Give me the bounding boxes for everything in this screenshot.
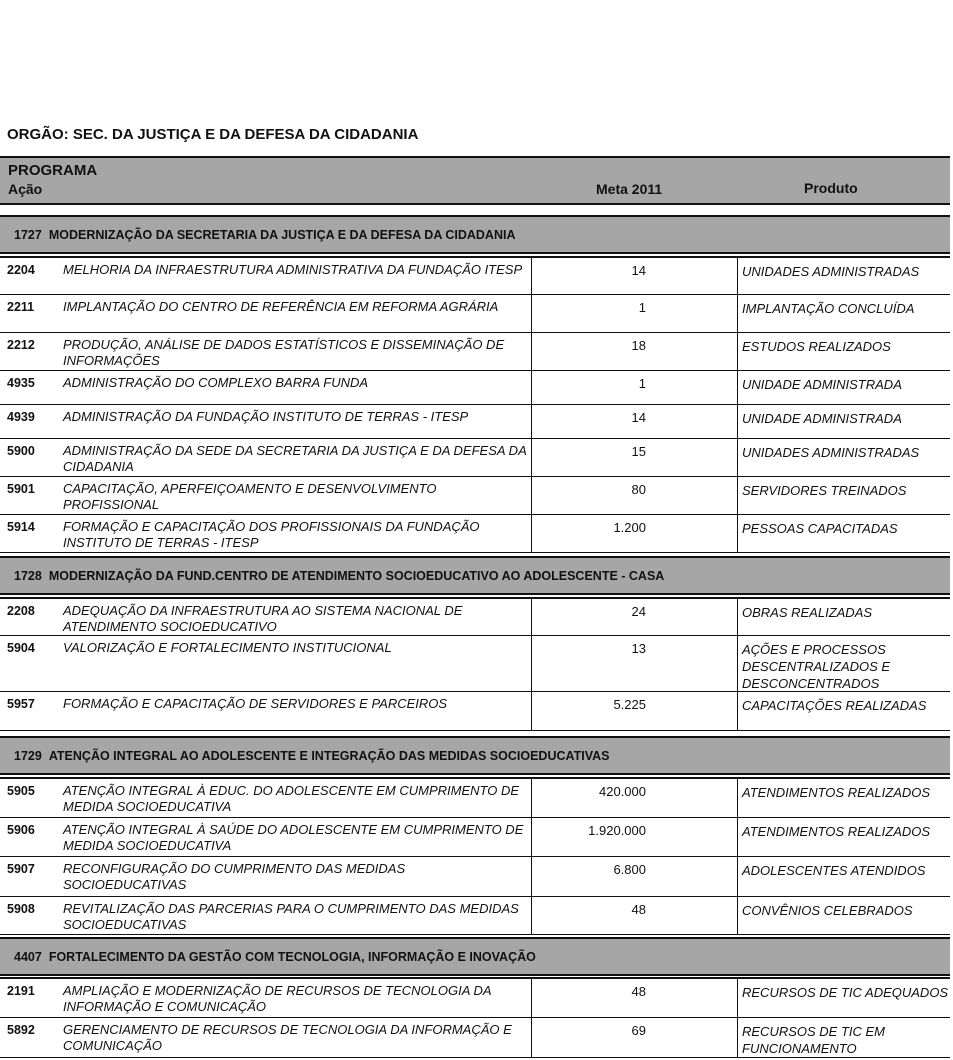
meta-cell [531, 1018, 738, 1057]
meta-value: 13 [631, 641, 646, 656]
meta-value: 1 [638, 300, 646, 315]
action-code: 4939 [7, 410, 35, 424]
action-code: 5905 [7, 784, 35, 798]
meta-value: 14 [631, 410, 646, 425]
meta-value: 69 [631, 1023, 646, 1038]
produto: AÇÕES E PROCESSOS DESCENTRALIZADOS E DESCONCENTRADOS [742, 642, 891, 691]
program-band [0, 937, 950, 976]
meta-cell [531, 333, 738, 370]
table-row [0, 295, 950, 333]
action-description: FORMAÇÃO E CAPACITAÇÃO DOS PROFISSIONAIS DA FUNDAÇÃO INSTITUTO DE TERRAS - ITESP [63, 519, 480, 550]
produto: RECURSOS DE TIC ADEQUADOS [742, 985, 949, 1000]
table-row [0, 897, 950, 935]
produto: SERVIDORES TREINADOS [742, 483, 907, 498]
program-band [0, 556, 950, 595]
header-programa: PROGRAMA [8, 162, 98, 179]
meta-cell [531, 636, 738, 691]
produto: IMPLANTAÇÃO CONCLUÍDA [742, 301, 915, 316]
meta-cell [531, 818, 738, 856]
meta-cell [531, 295, 738, 332]
table-row [0, 1018, 950, 1058]
meta-value: 6.800 [613, 862, 646, 877]
table-row [0, 818, 950, 857]
meta-cell [531, 439, 738, 476]
action-description: PRODUÇÃO, ANÁLISE DE DADOS ESTATÍSTICOS E DISSEMINAÇÃO DE INFORMAÇÕES [63, 337, 505, 368]
table-row [0, 977, 950, 1018]
action-description: RECONFIGURAÇÃO DO CUMPRIMENTO DAS MEDIDAS SOCIOEDUCATIVAS [63, 861, 406, 892]
meta-value: 80 [631, 482, 646, 497]
meta-value: 14 [631, 263, 646, 278]
meta-cell [531, 599, 738, 635]
program-name: MODERNIZAÇÃO DA SECRETARIA DA JUSTIÇA E DA DEFESA DA CIDADANIA [48, 228, 516, 242]
action-code: 5908 [7, 902, 35, 916]
action-code: 2208 [7, 604, 35, 618]
action-description: MELHORIA DA INFRAESTRUTURA ADMINISTRATIVA DA FUNDAÇÃO ITESP [63, 262, 523, 277]
produto: ATENDIMENTOS REALIZADOS [742, 785, 931, 800]
meta-value: 48 [631, 902, 646, 917]
action-description: VALORIZAÇÃO E FORTALECIMENTO INSTITUCIONAL [63, 640, 392, 655]
program-code: 1729 [14, 749, 42, 763]
meta-value: 1.920.000 [588, 823, 646, 838]
table-row [0, 405, 950, 439]
meta-cell [531, 857, 738, 896]
action-description: ADMINISTRAÇÃO DO COMPLEXO BARRA FUNDA [63, 375, 369, 390]
action-description: GERENCIAMENTO DE RECURSOS DE TECNOLOGIA DA INFORMAÇÃO E COMUNICAÇÃO [63, 1022, 512, 1053]
meta-value: 48 [631, 984, 646, 999]
program-code: 1727 [14, 228, 42, 242]
action-description: ADEQUAÇÃO DA INFRAESTRUTURA AO SISTEMA NACIONAL DE ATENDIMENTO SOCIOEDUCATIVO [63, 603, 463, 634]
table-row [0, 515, 950, 553]
action-code: 2212 [7, 338, 35, 352]
action-code: 5906 [7, 823, 35, 837]
meta-value: 1 [638, 376, 646, 391]
meta-cell [531, 692, 738, 730]
meta-cell [531, 371, 738, 404]
action-code: 5900 [7, 444, 35, 458]
produto: ESTUDOS REALIZADOS [742, 339, 891, 354]
action-description: REVITALIZAÇÃO DAS PARCERIAS PARA O CUMPRIMENTO DAS MEDIDAS SOCIOEDUCATIVAS [63, 901, 519, 932]
action-code: 5907 [7, 862, 35, 876]
meta-cell [531, 897, 738, 934]
action-description: ADMINISTRAÇÃO DA SEDE DA SECRETARIA DA JUSTIÇA E DA DEFESA DA CIDADANIA [63, 443, 527, 474]
action-code: 2204 [7, 263, 35, 277]
program-name: MODERNIZAÇÃO DA FUND.CENTRO DE ATENDIMENTO SOCIOEDUCATIVO AO ADOLESCENTE - CASA [48, 569, 665, 583]
action-description: FORMAÇÃO E CAPACITAÇÃO DE SERVIDORES E PARCEIROS [63, 696, 448, 711]
table-row [0, 256, 950, 295]
meta-value: 1.200 [613, 520, 646, 535]
action-code: 5914 [7, 520, 35, 534]
table-row [0, 333, 950, 371]
meta-value: 5.225 [613, 697, 646, 712]
table-row [0, 777, 950, 818]
meta-cell [531, 405, 738, 438]
action-code: 2191 [7, 984, 35, 998]
meta-cell [531, 779, 738, 817]
meta-value: 420.000 [599, 784, 646, 799]
produto: UNIDADE ADMINISTRADA [742, 411, 902, 426]
produto: OBRAS REALIZADAS [742, 605, 873, 620]
header-meta: Meta 2011 [596, 181, 663, 197]
produto: PESSOAS CAPACITADAS [742, 521, 898, 536]
meta-value: 18 [631, 338, 646, 353]
table-row [0, 857, 950, 897]
meta-cell [531, 515, 738, 552]
header-acao: Ação [8, 181, 43, 197]
meta-cell [531, 477, 738, 514]
produto: ADOLESCENTES ATENDIDOS [742, 863, 926, 878]
program-code: 1728 [14, 569, 42, 583]
produto: CONVÊNIOS CELEBRADOS [742, 903, 913, 918]
action-code: 5901 [7, 482, 35, 496]
program-band [0, 215, 950, 254]
meta-value: 15 [631, 444, 646, 459]
table-header [0, 156, 950, 205]
action-description: ATENÇÃO INTEGRAL À EDUC. DO ADOLESCENTE EM CUMPRIMENTO DE MEDIDA SOCIOEDUCATIVA [63, 783, 520, 814]
table-row [0, 371, 950, 405]
action-code: 5957 [7, 697, 35, 711]
meta-value: 24 [631, 604, 646, 619]
action-description: AMPLIAÇÃO E MODERNIZAÇÃO DE RECURSOS DE TECNOLOGIA DA INFORMAÇÃO E COMUNICAÇÃO [63, 983, 492, 1014]
action-description: ATENÇÃO INTEGRAL À SAÚDE DO ADOLESCENTE EM CUMPRIMENTO DE MEDIDA SOCIOEDUCATIVA [63, 822, 524, 853]
page-title: ORGÃO: SEC. DA JUSTIÇA E DA DEFESA DA CIDADANIA [7, 126, 419, 143]
action-description: CAPACITAÇÃO, APERFEIÇOAMENTO E DESENVOLVIMENTO PROFISSIONAL [63, 481, 437, 512]
header-produto: Produto [804, 180, 858, 196]
table-row [0, 439, 950, 477]
table-row [0, 477, 950, 515]
produto: ATENDIMENTOS REALIZADOS [742, 824, 931, 839]
program-name: FORTALECIMENTO DA GESTÃO COM TECNOLOGIA, INFORMAÇÃO E INOVAÇÃO [48, 950, 536, 964]
action-code: 5892 [7, 1023, 35, 1037]
produto: CAPACITAÇÕES REALIZADAS [742, 698, 927, 713]
table-row [0, 597, 950, 636]
table-row [0, 636, 950, 692]
meta-cell [531, 258, 738, 294]
produto: UNIDADES ADMINISTRADAS [742, 264, 920, 279]
action-description: ADMINISTRAÇÃO DA FUNDAÇÃO INSTITUTO DE TERRAS - ITESP [63, 409, 469, 424]
program-name: ATENÇÃO INTEGRAL AO ADOLESCENTE E INTEGRAÇÃO DAS MEDIDAS SOCIOEDUCATIVAS [48, 749, 610, 763]
action-code: 5904 [7, 641, 35, 655]
produto: UNIDADES ADMINISTRADAS [742, 445, 920, 460]
table-row [0, 692, 950, 731]
produto: UNIDADE ADMINISTRADA [742, 377, 902, 392]
program-band [0, 736, 950, 775]
action-description: IMPLANTAÇÃO DO CENTRO DE REFERÊNCIA EM REFORMA AGRÁRIA [63, 299, 499, 314]
meta-cell [531, 979, 738, 1017]
produto: RECURSOS DE TIC EM FUNCIONAMENTO [742, 1024, 886, 1056]
action-code: 2211 [7, 300, 35, 314]
program-code: 4407 [14, 950, 42, 964]
action-code: 4935 [7, 376, 35, 390]
